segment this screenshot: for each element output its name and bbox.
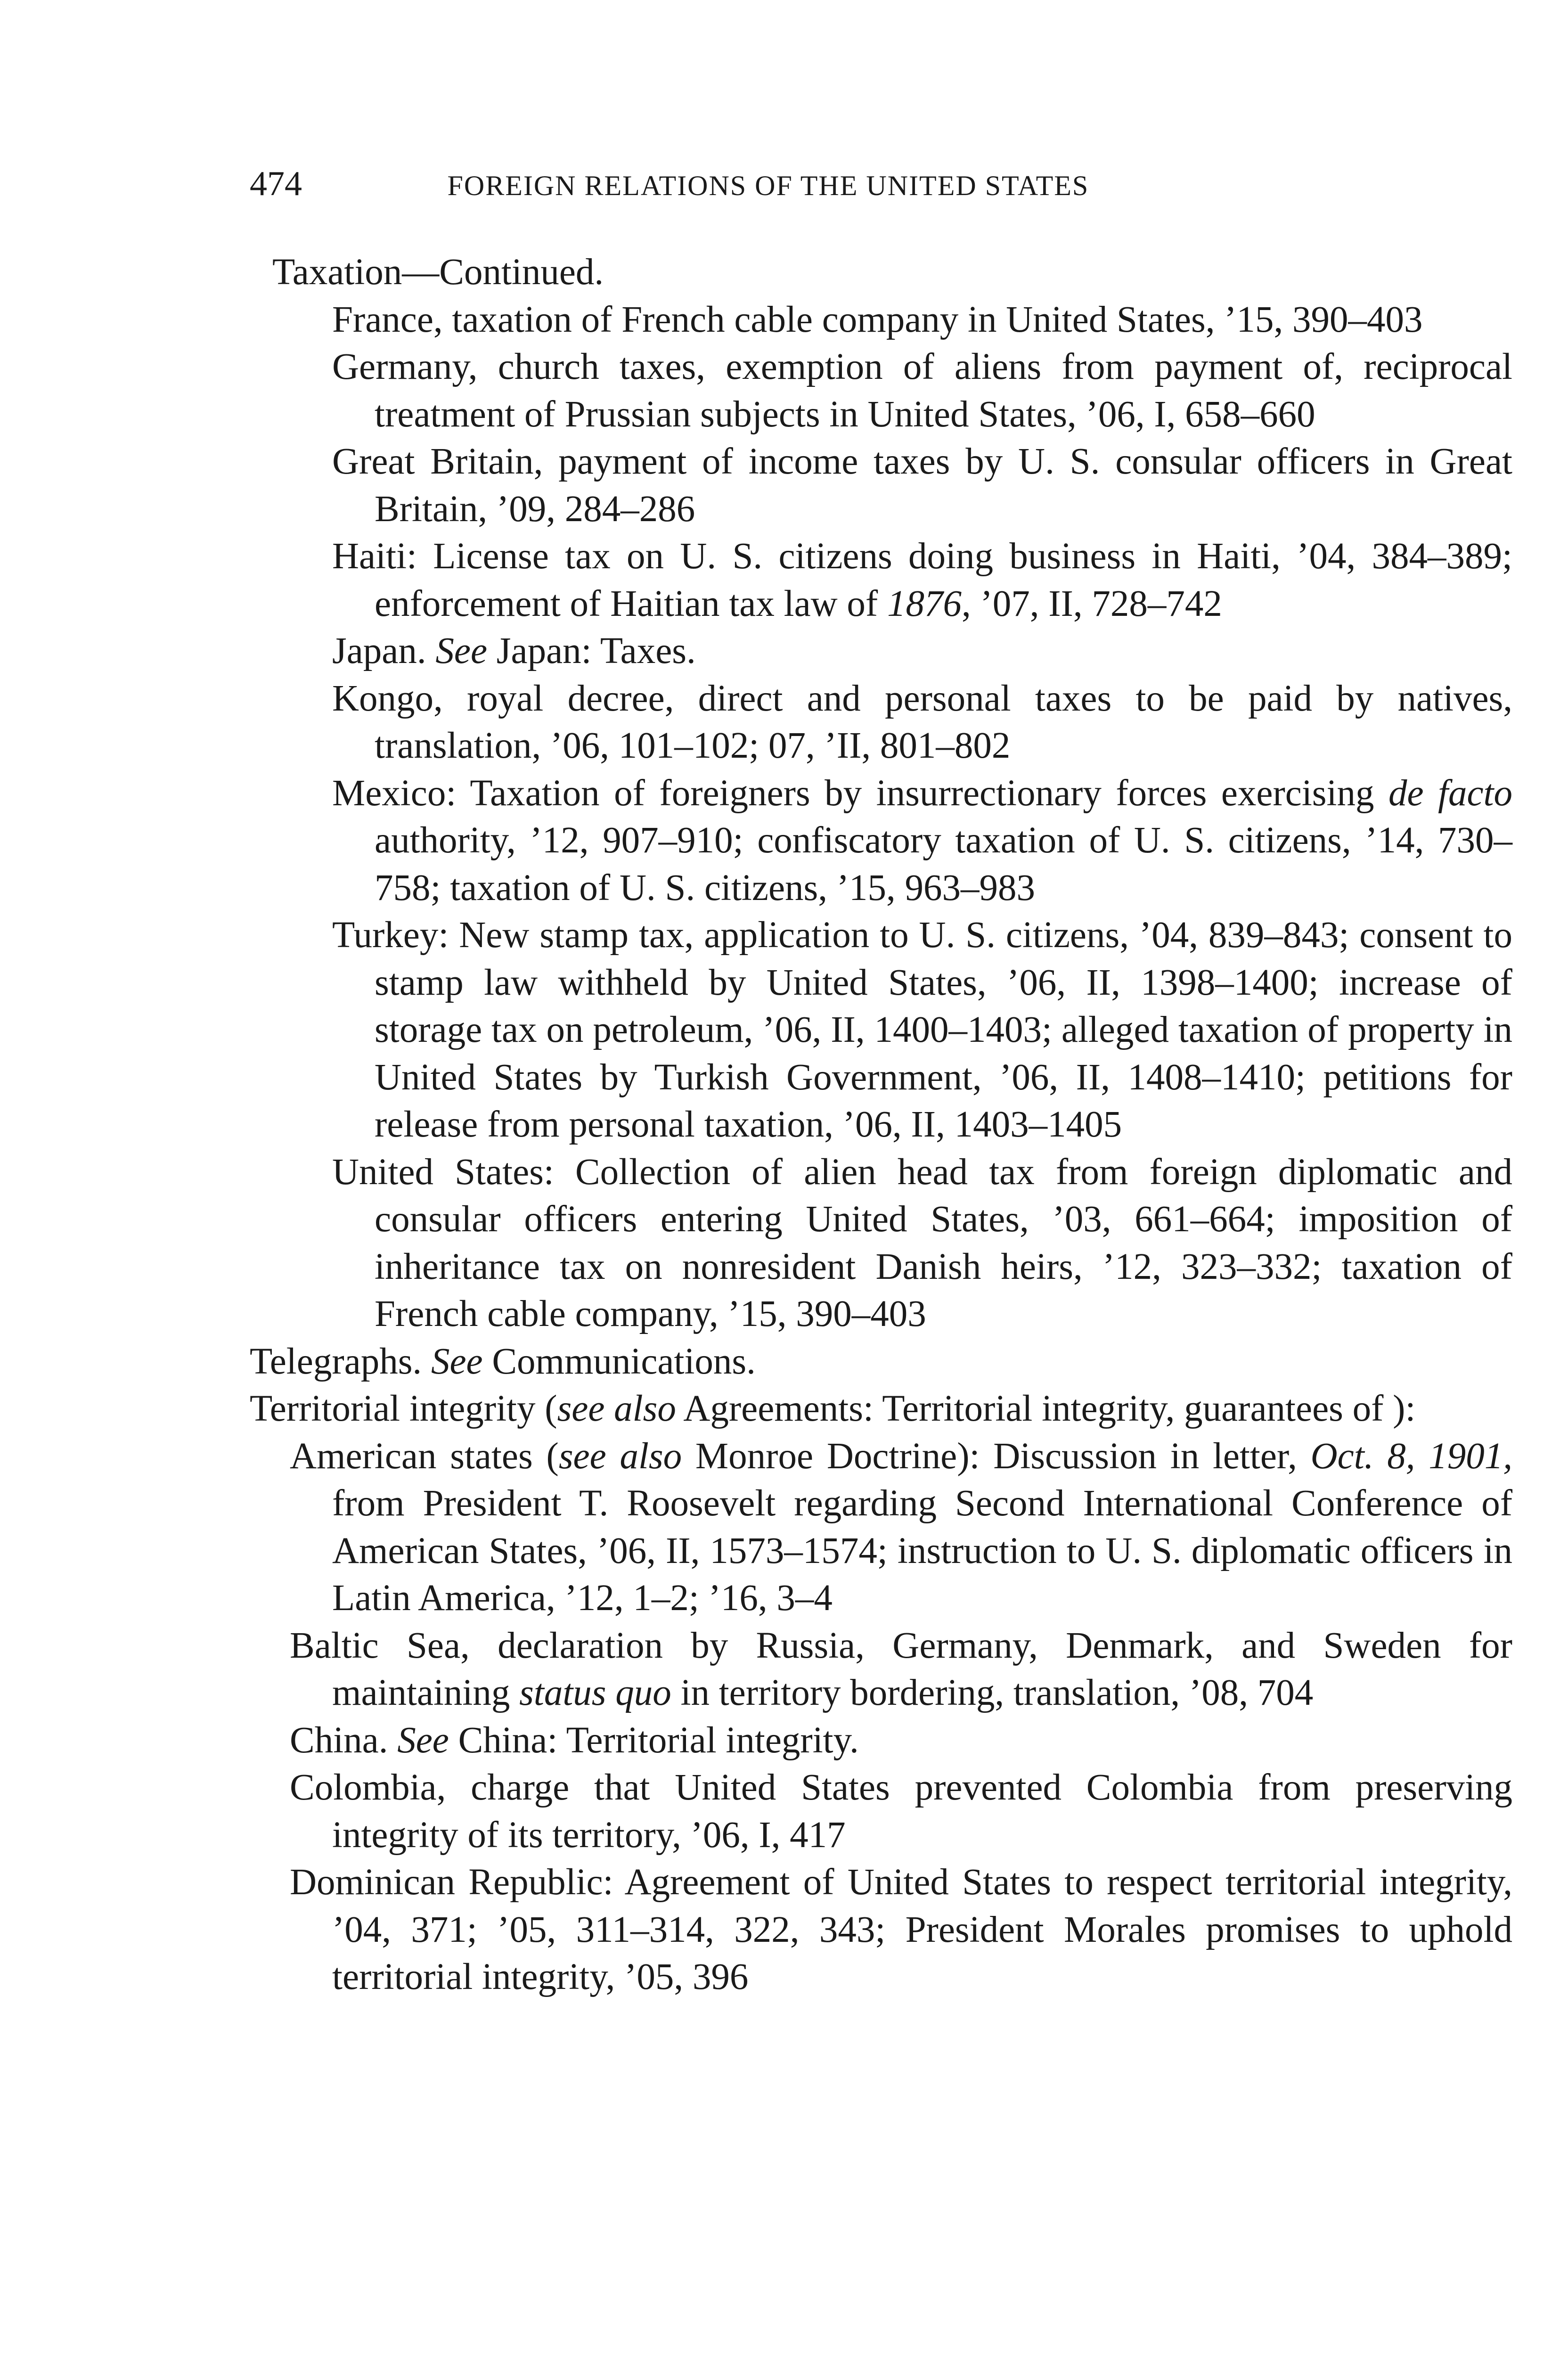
territorial-text: Territorial integrity ( [250,1388,557,1429]
mexico-de-facto: de facto [1388,772,1512,814]
mexico-text: Mexico: Taxation of foreigners by insurrectionary forces exercising [332,772,1388,814]
see-reference: See [397,1719,449,1761]
see-also-reference: see also [557,1388,676,1429]
entry-united-states: United States: Collection of alien head tax from foreign diplomatic and consular officers entering United States, ’03, 661–664; imposition of inheritance tax on nonresident Danish heirs, ’12, 323–332; taxation of French cable company, ’15, 390–403 [332,1151,1512,1334]
page-header [250,160,1475,209]
see-also-reference: see also [558,1435,682,1477]
mexico-text-end: authority, ’12, 907–910; confiscatory taxation of U. S. citizens, ’14, 730–758; taxation of U. S. citizens, ’15, 963–983 [375,820,1512,908]
index-body [250,249,1512,2001]
telegraphs-reference: Communications. [482,1341,756,1382]
haiti-year: 1876 [887,583,962,624]
china-reference: China: Territorial integrity. [449,1719,859,1761]
territorial-heading [250,1385,1512,1433]
american-text-mid: Monroe Doctrine): Discussion in letter, [682,1435,1311,1477]
entry-baltic-sea [250,1622,1512,1717]
entry-germany: Germany, church taxes, exemption of aliens from payment of, reciprocal treatment of Prussian subjects in United States, ’06, I, 658–660 [332,346,1512,435]
see-reference: See [431,1341,483,1382]
taxation-heading: Taxation—Continued. [272,252,604,293]
entry-colombia: Colombia, charge that United States prevented Colombia from preserving integrity of its territory, ’06, I, 417 [290,1767,1512,1856]
haiti-text-end: , ’07, II, 728–742 [962,583,1222,624]
running-title: FOREIGN RELATIONS OF THE UNITED STATES [447,170,1089,201]
american-date: Oct. 8, 1901, [1310,1435,1512,1477]
entry-haiti [250,533,1512,628]
entry-china [250,1717,1512,1765]
china-text: China. [290,1719,398,1761]
see-reference: See [435,630,488,671]
entry-dominican-republic: Dominican Republic: Agreement of United States to respect territorial integrity, ’04, 371; ’05, 311–314, 322, 343; President Morales promises to uphold territorial integrity, ’05, 396 [290,1862,1512,1997]
entry-mexico [250,770,1512,912]
entry-telegraphs [250,1338,1512,1386]
entry-france: France, taxation of French cable company in United States, ’15, 390–403 [332,299,1423,340]
entry-japan [250,628,1512,675]
entry-great-britain: Great Britain, payment of income taxes by U. S. consular officers in Great Britain, ’09, 284–286 [332,441,1512,530]
baltic-status-quo: status quo [519,1672,671,1713]
haiti-text: Haiti: License tax on U. S. citizens doing business in Haiti, ’04, 384–389; enforcement of Haitian tax law of [332,536,1512,624]
entry-turkey: Turkey: New stamp tax, application to U. S. citizens, ’04, 839–843; consent to stamp law withheld by United States, ’06, II, 1398–1400; increase of storage tax on petroleum, ’06, II, 1400–1403; alleged taxation of property in United States by Turkish Government, ’06, II, 1408–1410; petitions for release from personal taxation, ’06, II, 1403–1405 [332,915,1512,1145]
telegraphs-text: Telegraphs. [250,1341,431,1382]
entry-american-states [250,1433,1512,1622]
baltic-text: Baltic Sea, declaration by Russia, Germany, Denmark, and Sweden for maintaining [290,1625,1512,1713]
american-text-end: from President T. Roosevelt regarding Second International Conference of American States, ’06, II, 1573–1574; instruction to U. S. diplomatic officers in Latin America, ’12, 1–2; ’16, 3–4 [332,1483,1512,1619]
page-number: 474 [250,164,302,203]
entry-kongo: Kongo, royal decree, direct and personal taxes to be paid by natives, translation, ’06, 101–102; 07, ’II, 801–802 [332,678,1512,766]
territorial-text-end: Agreements: Territorial integrity, guarantees of ): [676,1388,1416,1429]
baltic-text-end: in territory bordering, translation, ’08, 704 [671,1672,1314,1713]
japan-text: Japan. [332,630,436,671]
japan-reference: Japan: Taxes. [487,630,696,671]
american-text: American states ( [290,1435,559,1477]
